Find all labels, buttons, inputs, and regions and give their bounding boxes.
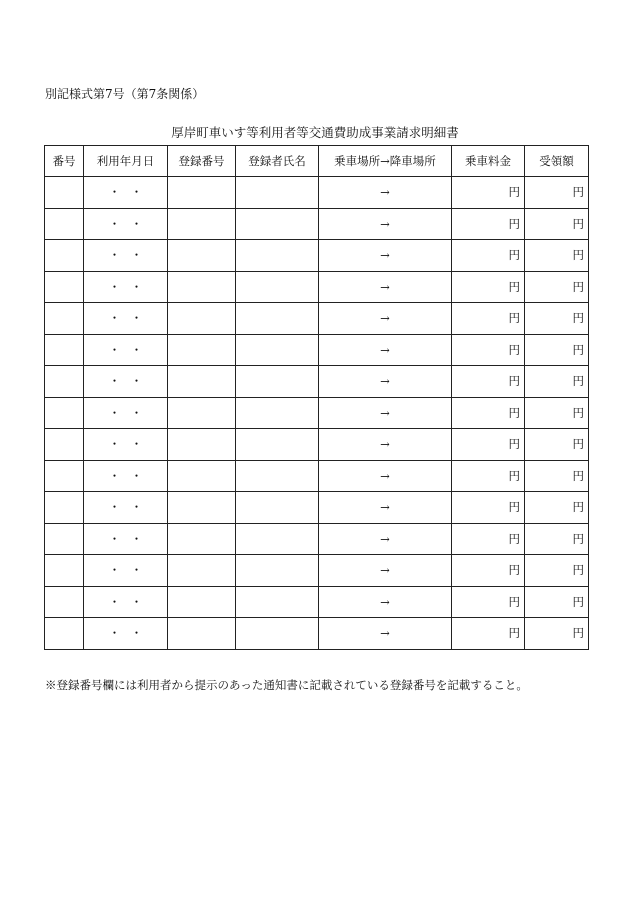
- date-separator: ・: [130, 279, 143, 294]
- date-separator: ・: [108, 311, 121, 326]
- date-separator: ・: [108, 500, 121, 515]
- date-separator: ・: [108, 531, 121, 546]
- cell-number[interactable]: [45, 334, 84, 366]
- cell-fare[interactable]: 円: [452, 334, 525, 366]
- cell-fare[interactable]: 円: [452, 303, 525, 335]
- cell-registrant-name[interactable]: [236, 366, 319, 398]
- cell-registrant-name[interactable]: [236, 523, 319, 555]
- cell-received-amount[interactable]: 円: [525, 334, 589, 366]
- cell-number[interactable]: [45, 208, 84, 240]
- cell-received-amount[interactable]: 円: [525, 618, 589, 650]
- cell-usage-date[interactable]: [84, 429, 168, 461]
- cell-fare[interactable]: 円: [452, 429, 525, 461]
- cell-number[interactable]: [45, 303, 84, 335]
- cell-number[interactable]: [45, 271, 84, 303]
- header-fare: 乗車料金: [452, 146, 525, 177]
- cell-route[interactable]: →: [319, 334, 452, 366]
- date-separator: ・: [108, 626, 121, 641]
- cell-registration-number[interactable]: [168, 177, 236, 209]
- cell-received-amount[interactable]: 円: [525, 555, 589, 587]
- cell-route[interactable]: →: [319, 303, 452, 335]
- table-header-row: [45, 146, 589, 177]
- table-row: [45, 460, 589, 492]
- date-separator: ・: [130, 626, 143, 641]
- cell-fare[interactable]: 円: [452, 492, 525, 524]
- table-row: [45, 429, 589, 461]
- cell-usage-date[interactable]: [84, 397, 168, 429]
- date-separator: ・: [108, 594, 121, 609]
- date-separator: ・: [130, 374, 143, 389]
- table-row: [45, 208, 589, 240]
- cell-number[interactable]: [45, 240, 84, 272]
- cell-fare[interactable]: 円: [452, 460, 525, 492]
- header-received-amount: 受領額: [525, 146, 589, 177]
- cell-received-amount[interactable]: 円: [525, 366, 589, 398]
- table-row: [45, 555, 589, 587]
- date-separator: ・: [130, 437, 143, 452]
- table-row: [45, 334, 589, 366]
- cell-usage-date[interactable]: [84, 334, 168, 366]
- date-separator: ・: [130, 342, 143, 357]
- cell-usage-date[interactable]: [84, 492, 168, 524]
- cell-usage-date[interactable]: [84, 240, 168, 272]
- cell-received-amount[interactable]: 円: [525, 208, 589, 240]
- date-separator: ・: [130, 248, 143, 263]
- cell-usage-date[interactable]: [84, 303, 168, 335]
- cell-registrant-name[interactable]: [236, 618, 319, 650]
- cell-registration-number[interactable]: [168, 523, 236, 555]
- cell-fare[interactable]: 円: [452, 523, 525, 555]
- cell-registration-number[interactable]: [168, 460, 236, 492]
- cell-number[interactable]: [45, 618, 84, 650]
- cell-route[interactable]: →: [319, 429, 452, 461]
- cell-registrant-name[interactable]: [236, 177, 319, 209]
- table-row: [45, 303, 589, 335]
- cell-route[interactable]: →: [319, 555, 452, 587]
- cell-registrant-name[interactable]: [236, 429, 319, 461]
- table-row: [45, 271, 589, 303]
- cell-route[interactable]: →: [319, 492, 452, 524]
- cell-usage-date[interactable]: [84, 208, 168, 240]
- cell-registration-number[interactable]: [168, 366, 236, 398]
- cell-registrant-name[interactable]: [236, 492, 319, 524]
- table-row: [45, 586, 589, 618]
- cell-usage-date[interactable]: [84, 271, 168, 303]
- header-route: 乗車場所→降車場所: [319, 146, 452, 177]
- cell-registration-number[interactable]: [168, 271, 236, 303]
- date-separator: ・: [108, 279, 121, 294]
- cell-received-amount[interactable]: 円: [525, 397, 589, 429]
- cell-registrant-name[interactable]: [236, 271, 319, 303]
- cell-registration-number[interactable]: [168, 429, 236, 461]
- cell-route[interactable]: →: [319, 271, 452, 303]
- cell-route[interactable]: →: [319, 208, 452, 240]
- cell-fare[interactable]: 円: [452, 586, 525, 618]
- cell-number[interactable]: [45, 177, 84, 209]
- date-separator: ・: [108, 342, 121, 357]
- cell-registration-number[interactable]: [168, 555, 236, 587]
- cell-usage-date[interactable]: [84, 618, 168, 650]
- table-row: [45, 240, 589, 272]
- header-registrant-name: 登録者氏名: [236, 146, 319, 177]
- cell-registrant-name[interactable]: [236, 586, 319, 618]
- table-row: [45, 523, 589, 555]
- date-separator: ・: [108, 374, 121, 389]
- cell-route[interactable]: →: [319, 177, 452, 209]
- cell-route[interactable]: →: [319, 240, 452, 272]
- table-row: [45, 366, 589, 398]
- table-row: [45, 397, 589, 429]
- cell-received-amount[interactable]: 円: [525, 240, 589, 272]
- cell-number[interactable]: [45, 492, 84, 524]
- cell-received-amount[interactable]: 円: [525, 460, 589, 492]
- cell-route[interactable]: →: [319, 586, 452, 618]
- cell-registrant-name[interactable]: [236, 555, 319, 587]
- cell-fare[interactable]: 円: [452, 240, 525, 272]
- cell-fare[interactable]: 円: [452, 397, 525, 429]
- cell-registration-number[interactable]: [168, 586, 236, 618]
- document-title: 厚岸町車いす等利用者等交通費助成事業請求明細書: [171, 125, 459, 140]
- cell-received-amount[interactable]: 円: [525, 177, 589, 209]
- cell-usage-date[interactable]: [84, 555, 168, 587]
- form-number: 別記様式第7号（第7条関係）: [45, 87, 205, 101]
- claims-table: [44, 145, 589, 650]
- cell-number[interactable]: [45, 397, 84, 429]
- cell-registration-number[interactable]: [168, 397, 236, 429]
- cell-received-amount[interactable]: 円: [525, 271, 589, 303]
- cell-number[interactable]: [45, 586, 84, 618]
- cell-registration-number[interactable]: [168, 618, 236, 650]
- date-separator: ・: [130, 311, 143, 326]
- table-body: [45, 177, 589, 650]
- cell-registrant-name[interactable]: [236, 460, 319, 492]
- cell-registrant-name[interactable]: [236, 240, 319, 272]
- cell-usage-date[interactable]: [84, 366, 168, 398]
- cell-registration-number[interactable]: [168, 334, 236, 366]
- cell-fare[interactable]: 円: [452, 271, 525, 303]
- cell-registrant-name[interactable]: [236, 334, 319, 366]
- cell-received-amount[interactable]: 円: [525, 303, 589, 335]
- cell-received-amount[interactable]: 円: [525, 492, 589, 524]
- cell-usage-date[interactable]: [84, 586, 168, 618]
- header-number: 番号: [45, 146, 84, 177]
- cell-fare[interactable]: 円: [452, 208, 525, 240]
- cell-number[interactable]: [45, 429, 84, 461]
- cell-number[interactable]: [45, 555, 84, 587]
- cell-registration-number[interactable]: [168, 208, 236, 240]
- cell-received-amount[interactable]: 円: [525, 586, 589, 618]
- date-separator: ・: [108, 185, 121, 200]
- cell-registrant-name[interactable]: [236, 397, 319, 429]
- date-separator: ・: [108, 563, 121, 578]
- table-row: [45, 492, 589, 524]
- cell-route[interactable]: →: [319, 523, 452, 555]
- cell-usage-date[interactable]: [84, 523, 168, 555]
- date-separator: ・: [108, 248, 121, 263]
- cell-usage-date[interactable]: [84, 177, 168, 209]
- table-row: [45, 618, 589, 650]
- date-separator: ・: [130, 563, 143, 578]
- cell-number[interactable]: [45, 460, 84, 492]
- cell-fare[interactable]: 円: [452, 555, 525, 587]
- cell-fare[interactable]: 円: [452, 177, 525, 209]
- cell-received-amount[interactable]: 円: [525, 523, 589, 555]
- cell-fare[interactable]: 円: [452, 618, 525, 650]
- cell-route[interactable]: →: [319, 366, 452, 398]
- cell-registrant-name[interactable]: [236, 208, 319, 240]
- cell-number[interactable]: [45, 366, 84, 398]
- cell-number[interactable]: [45, 523, 84, 555]
- cell-route[interactable]: →: [319, 618, 452, 650]
- cell-registrant-name[interactable]: [236, 303, 319, 335]
- date-separator: ・: [130, 468, 143, 483]
- cell-usage-date[interactable]: [84, 460, 168, 492]
- date-separator: ・: [130, 216, 143, 231]
- date-separator: ・: [108, 437, 121, 452]
- cell-route[interactable]: →: [319, 460, 452, 492]
- cell-received-amount[interactable]: 円: [525, 429, 589, 461]
- cell-registration-number[interactable]: [168, 492, 236, 524]
- date-separator: ・: [108, 405, 121, 420]
- header-registration-number: 登録番号: [168, 146, 236, 177]
- cell-registration-number[interactable]: [168, 240, 236, 272]
- date-separator: ・: [130, 185, 143, 200]
- footnote: ※登録番号欄には利用者から提示のあった通知書に記載されている登録番号を記載すること。: [45, 678, 528, 692]
- date-separator: ・: [108, 468, 121, 483]
- date-separator: ・: [130, 500, 143, 515]
- header-usage-date: 利用年月日: [84, 146, 168, 177]
- date-separator: ・: [130, 531, 143, 546]
- date-separator: ・: [130, 405, 143, 420]
- cell-fare[interactable]: 円: [452, 366, 525, 398]
- cell-route[interactable]: →: [319, 397, 452, 429]
- date-separator: ・: [108, 216, 121, 231]
- date-separator: ・: [130, 594, 143, 609]
- table-row: [45, 177, 589, 209]
- cell-registration-number[interactable]: [168, 303, 236, 335]
